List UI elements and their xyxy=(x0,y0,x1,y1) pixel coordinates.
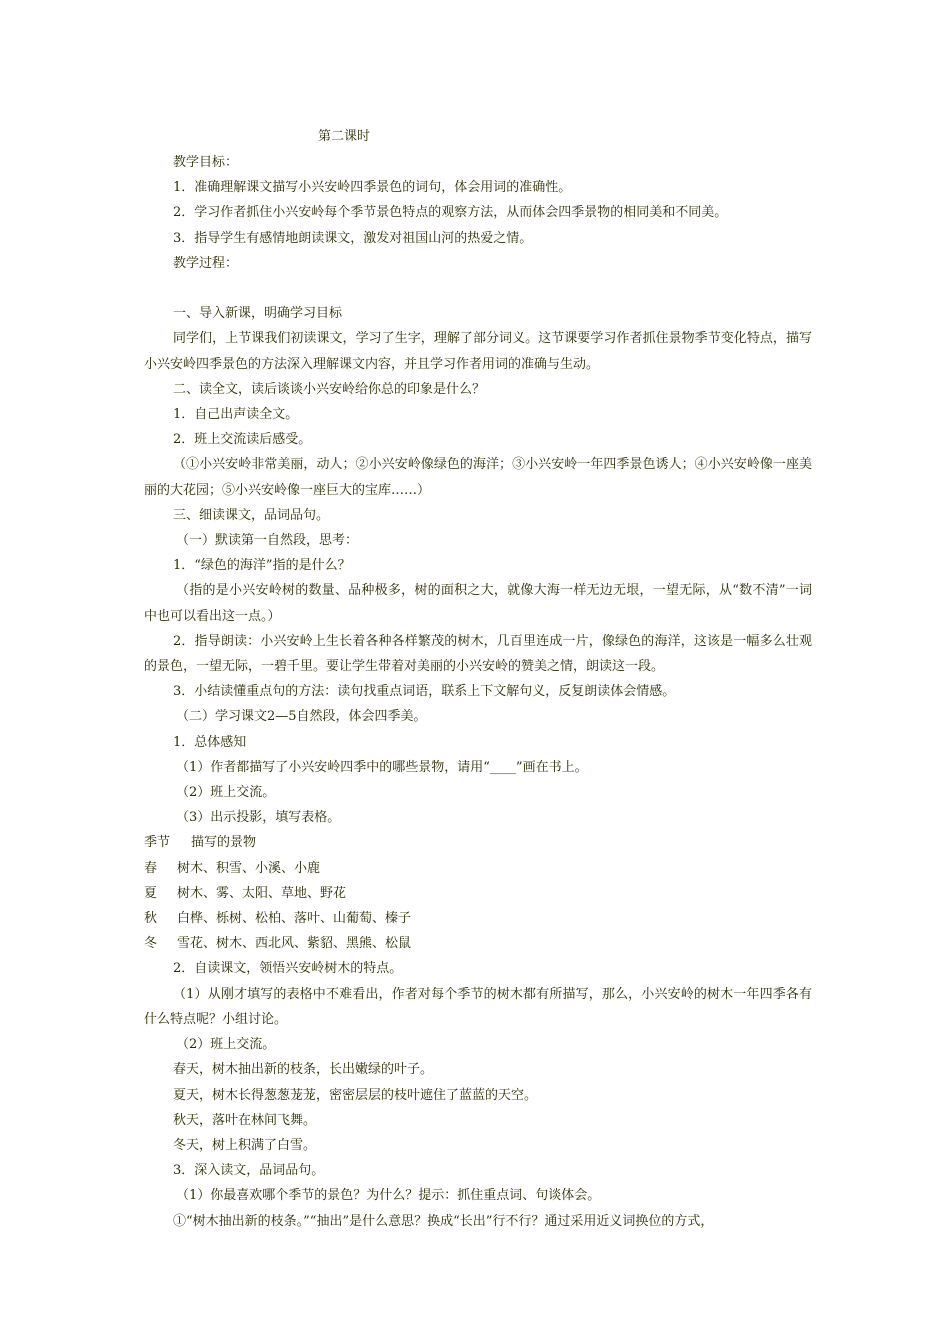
paragraph: 2．班上交流读后感受。 xyxy=(173,432,312,448)
page-title: 第二课时 xyxy=(318,129,371,144)
paragraph: 2．自读课文，领悟兴安岭树木的特点。 xyxy=(173,961,403,977)
table-cell: 冬 xyxy=(144,936,158,952)
paragraph: 1．总体感知 xyxy=(173,734,247,750)
subsection-heading: （一）默读第一自然段，思考： xyxy=(176,533,359,549)
table-header-cell: 季节 xyxy=(144,835,171,851)
paragraph: 秋天，落叶在林间飞舞。 xyxy=(173,1112,317,1128)
section-heading: 三、细读课文，品词品句。 xyxy=(173,507,330,523)
subsection-heading: （二）学习课文2—5自然段，体会四季美。 xyxy=(176,709,427,725)
table-row xyxy=(144,931,812,956)
paragraph: 3．指导学生有感情地朗读课文，激发对祖国山河的热爱之情。 xyxy=(173,230,533,246)
paragraph: 1．自己出声读全文。 xyxy=(173,407,299,423)
table-row xyxy=(144,906,812,931)
table-header-cell: 描写的景物 xyxy=(191,835,257,851)
paragraph: 教学目标： xyxy=(173,155,239,170)
section-heading: 二、读全文，读后谈谈小兴安岭给你总的印象是什么？ xyxy=(173,381,486,397)
paragraph: 春天，树木抽出新的枝条，长出嫩绿的叶子。 xyxy=(173,1062,434,1078)
blank-line xyxy=(144,276,812,301)
paragraph: ①“树木抽出新的枝条。”“抽出”是什么意思？换成“长出”行不行？通过采用近义词换位的方式， xyxy=(173,1213,714,1229)
document-body xyxy=(144,150,812,1234)
table-cell: 树木、积雪、小溪、小鹿 xyxy=(177,860,321,876)
paragraph: 冬天，树上积满了白雪。 xyxy=(173,1137,317,1153)
table-cell: 雪花、树木、西北风、紫貂、黑熊、松鼠 xyxy=(177,936,412,952)
paragraph: 3．深入读文，品词品句。 xyxy=(173,1163,325,1179)
table-row xyxy=(144,881,812,906)
paragraph: 同学们，上节课我们初读课文，学习了生字，理解了部分词义。这节课要学习作者抓住景物季节变化特点，描写小兴安岭四季景色的方法深入理解课文内容，并且学习作者用词的准确与生动。 xyxy=(144,331,812,372)
paragraph: （指的是小兴安岭树的数量、品种极多，树的面积之大，就像大海一样无边无垠，一望无际，从“数不清”一词中也可以看出这一点。） xyxy=(144,583,812,624)
paragraph: 1．“绿色的海洋”指的是什么？ xyxy=(173,558,351,574)
paragraph: （1）你最喜欢哪个季节的景色？为什么？提示：抓住重点词、句谈体会。 xyxy=(176,1188,601,1204)
table-cell: 秋 xyxy=(144,911,158,927)
paragraph: （1）从刚才填写的表格中不难看出，作者对每个季节的树木都有所描写，那么，小兴安岭的树木一年四季各有什么特点呢？小组讨论。 xyxy=(144,986,812,1027)
paragraph: （2）班上交流。 xyxy=(176,1037,276,1053)
table-cell: 白桦、栎树、松柏、落叶、山葡萄、榛子 xyxy=(177,911,412,927)
paragraph: 教学过程： xyxy=(173,255,239,271)
table-cell: 夏 xyxy=(144,885,158,901)
table-cell: 春 xyxy=(144,860,158,876)
table-row xyxy=(144,856,812,881)
paragraph: （3）出示投影，填写表格。 xyxy=(176,810,341,826)
paragraph: 2．学习作者抓住小兴安岭每个季节景色特点的观察方法，从而体会四季景物的相同美和不同美。 xyxy=(173,205,728,221)
table-cell: 树木、雾、太阳、草地、野花 xyxy=(177,885,347,901)
paragraph: 2．指导朗读：小兴安岭上生长着各种各样繁茂的树木，几百里连成一片，像绿色的海洋，这该是一幅多么壮观的景色，一望无际，一碧千里。要让学生带着对美丽的小兴安岭的赞美之情，朗读这一段。 xyxy=(144,633,812,675)
paragraph: （1）作者都描写了小兴安岭四季中的哪些景物，请用“____”画在书上。 xyxy=(176,759,588,775)
paragraph: 3．小结读懂重点句的方法：读句找重点词语，联系上下文解句义，反复朗读体会情感。 xyxy=(173,684,676,700)
paragraph: （①小兴安岭非常美丽，动人；②小兴安岭像绿色的海洋；③小兴安岭一年四季景色诱人；④小兴安岭像一座美丽的大花园；⑤小兴安岭像一座巨大的宝库……） xyxy=(144,457,812,498)
table-header-row xyxy=(144,830,812,855)
paragraph: 1．准确理解课文描写小兴安岭四季景色的词句，体会用词的准确性。 xyxy=(173,180,572,196)
paragraph: 夏天，树木长得葱葱茏茏，密密层层的枝叶遮住了蓝蓝的天空。 xyxy=(173,1087,538,1103)
section-heading: 一、导入新课，明确学习目标 xyxy=(173,306,343,322)
paragraph: （2）班上交流。 xyxy=(176,785,276,801)
